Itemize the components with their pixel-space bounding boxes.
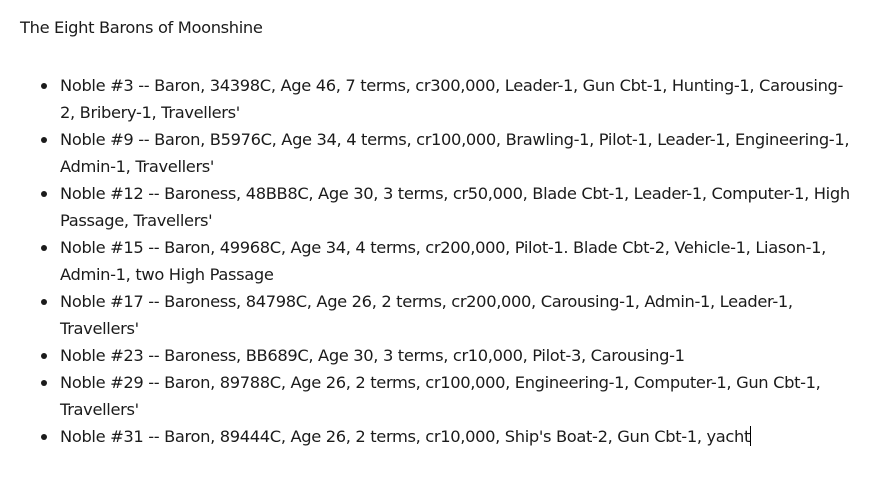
list-item-text: Travellers' [60,400,139,419]
bullet-icon [41,191,47,197]
nobles-list [0,72,874,450]
list-item-text: Noble #23 -- Baroness, BB689C, Age 30, 3 terms, cr10,000, Pilot-3, Carousing-1 [60,346,685,365]
list-item-text: 2, Bribery-1, Travellers' [60,103,240,122]
list-item-text: Noble #9 -- Baron, B5976C, Age 34, 4 terms, cr100,000, Brawling-1, Pilot-1, Leader-1, Engineering-1, [60,130,850,149]
list-item-text-with-caret [60,423,874,450]
list-item-text: Travellers' [60,319,139,338]
list-item-noble-31 [0,423,874,450]
bullet-icon [41,380,47,386]
list-item-text: Noble #15 -- Baron, 49968C, Age 34, 4 terms, cr200,000, Pilot-1. Blade Cbt-2, Vehicle-1, Liason-1, [60,238,826,257]
list-item-noble-3 [0,72,874,126]
list-item-noble-15 [0,234,874,288]
bullet-icon [41,299,47,305]
list-item-text: Admin-1, two High Passage [60,265,274,284]
list-item-text: Admin-1, Travellers' [60,157,215,176]
bullet-icon [41,137,47,143]
list-item-text: Noble #3 -- Baron, 34398C, Age 46, 7 terms, cr300,000, Leader-1, Gun Cbt-1, Hunting-1, Carousing- [60,76,844,95]
bullet-icon [41,353,47,359]
list-item-noble-9 [0,126,874,180]
bullet-icon [41,245,47,251]
list-item-noble-17 [0,288,874,342]
list-item-noble-29 [0,369,874,423]
bullet-icon [41,83,47,89]
document-title: The Eight Barons of Moonshine [20,18,263,37]
list-item-noble-23 [0,342,874,369]
list-item-text: Noble #17 -- Baroness, 84798C, Age 26, 2 terms, cr200,000, Carousing-1, Admin-1, Leader-1, [60,292,793,311]
list-item-text: Noble #31 -- Baron, 89444C, Age 26, 2 terms, cr10,000, Ship's Boat-2, Gun Cbt-1, yacht [60,427,750,446]
list-item-text: Passage, Travellers' [60,211,213,230]
bullet-icon [41,434,47,440]
list-item-text: Noble #29 -- Baron, 89788C, Age 26, 2 terms, cr100,000, Engineering-1, Computer-1, Gun Cbt-1, [60,373,821,392]
text-cursor [750,426,751,446]
list-item-text: Noble #12 -- Baroness, 48BB8C, Age 30, 3 terms, cr50,000, Blade Cbt-1, Leader-1, Computer-1, High [60,184,850,203]
list-item-noble-12 [0,180,874,234]
